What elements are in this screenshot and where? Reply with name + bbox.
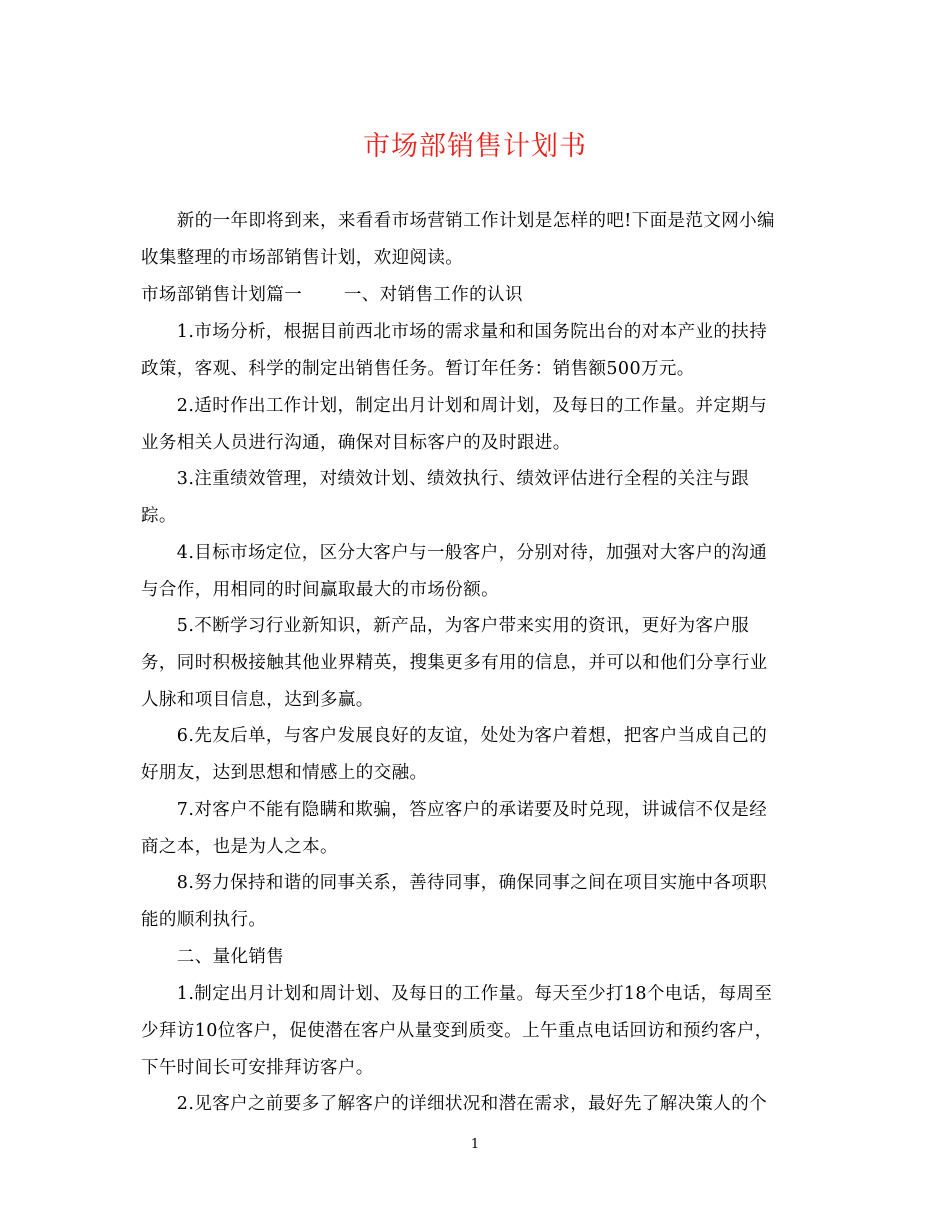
page-number: 1	[470, 1137, 480, 1152]
paragraph-line: 商之本，也是为人之本。	[141, 836, 338, 857]
paragraph-line: 5.不断学习行业新知识，新产品，为客户带来实用的资讯，更好为客户服	[141, 616, 750, 636]
paragraph-line: 踪。	[141, 505, 177, 526]
paragraph-line: 4.目标市场定位，区分大客户与一般客户，分别对待，加强对大客户的沟通	[141, 543, 768, 563]
paragraph-line: 收集整理的市场部销售计划，欢迎阅读。	[141, 247, 464, 268]
paragraph-item-6	[141, 718, 811, 792]
paragraph-line: 与合作，用相同的时间赢取最大的市场份额。	[141, 579, 499, 600]
paragraph-line: 好朋友，达到思想和情感上的交融。	[141, 762, 428, 783]
paragraph-item-4	[141, 535, 811, 609]
paragraph-line: 3.注重绩效管理，对绩效计划、绩效执行、绩效评估进行全程的关注与跟	[141, 469, 750, 489]
paragraph-line: 1.制定出月计划和周计划、及每日的工作量。每天至少打18个电话，每周至	[141, 984, 773, 1004]
paragraph-line: 2.见客户之前要多了解客户的详细状况和潜在需求，最好先了解决策人的个	[141, 1094, 768, 1114]
paragraph-item-2	[141, 388, 811, 462]
document-title: 市场部销售计划书	[363, 131, 587, 162]
paragraph-line: 政策，客观、科学的制定出销售任务。暂订年任务：销售额500万元。	[141, 358, 695, 379]
paragraph-quant-2	[141, 1086, 811, 1123]
paragraph-line: 1.市场分析，根据目前西北市场的需求量和和国务院出台的对本产业的扶持	[141, 322, 768, 342]
paragraph-line: 能的顺利执行。	[141, 909, 267, 930]
paragraph-item-3	[141, 461, 811, 535]
paragraph-line: 务，同时积极接触其他业界精英，搜集更多有用的信息，并可以和他们分享行业	[141, 652, 768, 673]
paragraph-line: 业务相关人员进行沟通，确保对目标客户的及时跟进。	[141, 432, 571, 453]
section-heading-2	[141, 939, 811, 976]
paragraph-intro	[141, 203, 811, 277]
paragraph-line: 下午时间长可安排拜访客户。	[141, 1057, 374, 1078]
paragraph-item-7	[141, 792, 811, 866]
section-heading-1	[141, 277, 811, 314]
paragraph-item-1	[141, 314, 811, 388]
paragraph-line: 7.对客户不能有隐瞒和欺骗，答应客户的承诺要及时兑现，讲诚信不仅是经	[141, 800, 768, 820]
paragraph-line: 2.适时作出工作计划，制定出月计划和周计划，及每日的工作量。并定期与	[141, 396, 768, 416]
paragraph-line: 新的一年即将到来，来看看市场营销工作计划是怎样的吧!下面是范文网小编	[141, 211, 775, 231]
paragraph-line: 6.先友后单，与客户发展良好的友谊，处处为客户着想，把客户当成自己的	[141, 726, 768, 746]
paragraph-line: 8.努力保持和谐的同事关系，善待同事，确保同事之间在项目实施中各项职	[141, 873, 768, 893]
paragraph-line: 市场部销售计划篇一 一、对销售工作的认识	[141, 285, 523, 305]
paragraph-quant-1	[141, 976, 811, 1086]
paragraph-line: 二、量化销售	[141, 947, 285, 967]
paragraph-line: 少拜访10位客户，促使潜在客户从量变到质变。上午重点电话回访和预约客户，	[141, 1020, 773, 1041]
paragraph-item-8	[141, 865, 811, 939]
paragraph-item-5	[141, 608, 811, 718]
paragraph-line: 人脉和项目信息，达到多赢。	[141, 689, 374, 710]
